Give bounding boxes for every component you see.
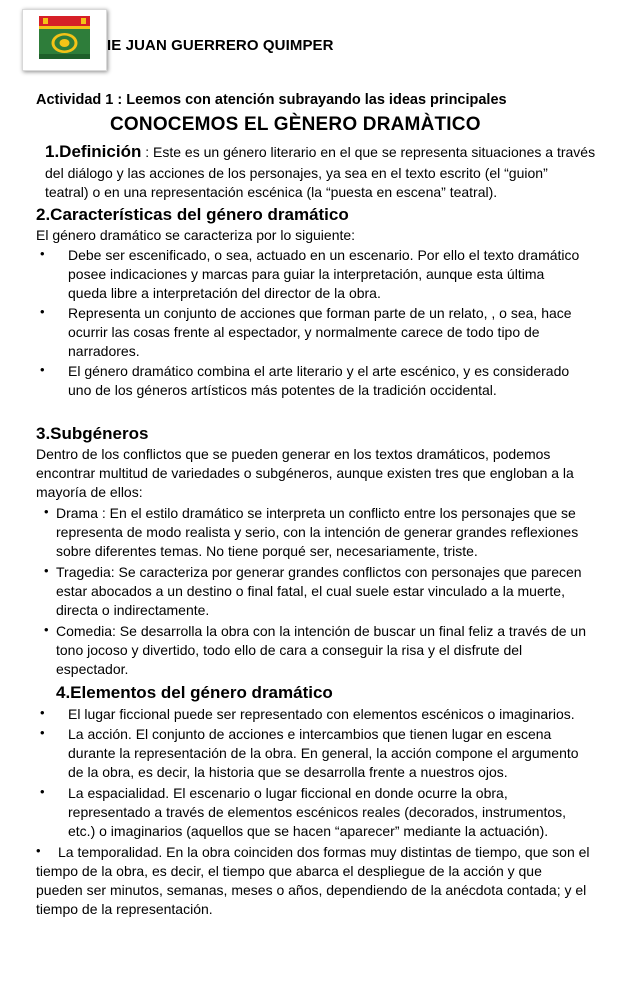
list-item-line: representado a través de elementos escénicos reales (decorados, instrumentos, [68,804,567,820]
list-item-line: directa o indirectamente. [56,602,210,618]
section1-first-line [45,141,595,163]
section3-intro-line: Dentro de los conflictos que se pueden generar en los textos dramáticos, podemos [36,446,551,462]
school-name: IE JUAN GUERRERO QUIMPER [107,37,334,54]
bullet-icon: • [44,622,49,637]
section1-heading: 1.Definición [45,142,142,161]
list-item-line: Tragedia: Se caracteriza por generar grandes conflictos con personajes que parecen [56,564,582,580]
list-item-line: durante la representación de la obra. En general, la acción compone el argumento [68,745,579,761]
list-item-line: etc.) o imaginarios (aquellos que se hacen “aparecer” mediante la actuación). [68,823,549,839]
list-item-line: Comedia: Se desarrolla la obra con la intención de buscar un final feliz a través de un [56,623,586,639]
section1-line: : Este es un género literario en el que se representa situaciones a través [141,144,596,160]
section1-line: del diálogo y las acciones de los personajes, ya sea en el texto escrito (el “guion” [45,165,548,181]
section2-heading: 2.Características del género dramático [36,205,349,224]
list-item-line: tono jocoso y divertido, todo ello de cara a conseguir la risa y el disfrute del [56,642,523,658]
bullet-icon: • [40,246,45,261]
school-logo [22,9,107,71]
list-item-line: representa de modo realista y serio, con la intención de generar grandes reflexiones [56,524,579,540]
list-item-line: tiempo de la obra, es decir, el tiempo que abarca el despliegue de la acción y que [36,863,542,879]
list-item-line: de la obra, es decir, la historia que se desarrolla frente a nuestros ojos. [68,764,508,780]
list-item-line: sobre diferentes temas. No tiene porqué ser, necesariamente, triste. [56,543,478,559]
bullet-icon: • [40,304,45,319]
list-item-line: estar abocados a un destino o final fatal, el cual suele estar vinculado a la muerte, [56,583,565,599]
bullet-icon: • [40,705,45,720]
list-item-line: La temporalidad. En la obra coinciden dos formas muy distintas de tiempo, que son el [58,844,590,860]
list-item-line: El lugar ficcional puede ser representado con elementos escénicos o imaginarios. [68,706,575,722]
list-item-line: uno de los géneros artísticos más potentes de la tradición occidental. [68,382,497,398]
list-item-line: Debe ser escenificado, o sea, actuado en un escenario. Por ello el texto dramático [68,247,580,263]
section3-intro-line: mayoría de ellos: [36,484,143,500]
bullet-icon: • [36,843,41,858]
list-item-line: La espacialidad. El escenario o lugar ficcional en donde ocurre la obra, [68,785,508,801]
bullet-icon: • [44,563,49,578]
list-item-line: La acción. El conjunto de acciones e intercambios que tienen lugar en escena [68,726,552,742]
school-crest-icon [23,10,106,70]
list-item-line: tiempo de la representación. [36,901,213,917]
activity-title: Actividad 1 : Leemos con atención subrayando las ideas principales [36,92,507,108]
list-item-line: ocurrir las cosas frente al espectador, y normalmente carece de todo tipo de [68,324,540,340]
list-item-line: espectador. [56,661,129,677]
bullet-icon: • [40,725,45,740]
section3-intro-line: encontrar multitud de variedades o subgéneros, aunque existen tres que engloban a la [36,465,574,481]
list-item-line: El género dramático combina el arte literario y el arte escénico, y es considerado [68,363,570,379]
section1-line: teatral) o en una representación escénica (la “puesta en escena” teatral). [45,184,498,200]
section4-heading: 4.Elementos del género dramático [56,683,333,702]
bullet-icon: • [44,504,49,519]
bullet-icon: • [40,362,45,377]
page-title: CONOCEMOS EL GÈNERO DRAMÀTICO [110,114,481,135]
list-item-line: pueden ser minutos, semanas, meses o años, dependiendo de la anécdota contada; y el [36,882,587,898]
list-item-line: queda libre a interpretación del director de la obra. [68,285,381,301]
section3-heading: 3.Subgéneros [36,424,149,443]
section2-intro: El género dramático se caracteriza por lo siguiente: [36,227,356,243]
list-item-line: Drama : En el estilo dramático se interpreta un conflicto entre los personajes que se [56,505,576,521]
list-item-line: narradores. [68,343,140,359]
bullet-icon: • [40,784,45,799]
list-item-line: posee indicaciones y marcas para guiar la interpretación, aunque esta última [68,266,545,282]
list-item-line: Representa un conjunto de acciones que forman parte de un relato, , o sea, hace [68,305,572,321]
